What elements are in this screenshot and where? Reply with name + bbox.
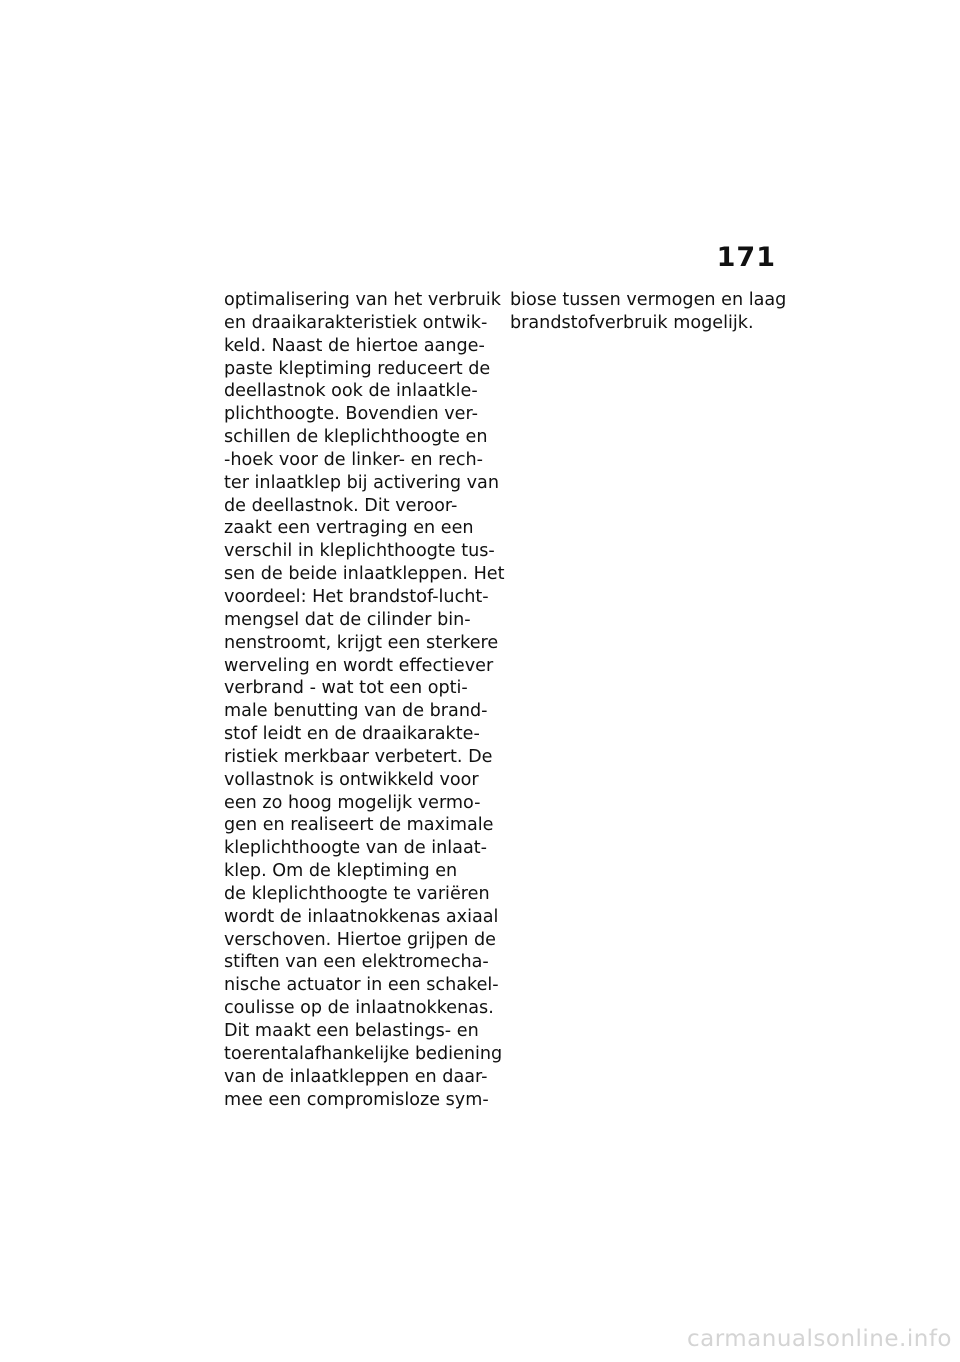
body-text-right-column — [510, 289, 787, 335]
text-line: de kleplichthoogte te variëren — [224, 883, 490, 904]
text-line: -hoek voor de linker- en rech- — [224, 449, 483, 470]
text-line: Dit maakt een belastings- en — [224, 1021, 479, 1041]
text-line: en draaikarakteristiek ontwik- — [224, 312, 488, 333]
text-line: een zo hoog mogelijk vermo- — [224, 792, 481, 813]
body-text-left-column — [224, 289, 505, 1111]
text-line: coulisse op de inlaatnokkenas. — [224, 998, 494, 1019]
text-line: paste kleptiming reduceert de — [224, 358, 491, 379]
text-line: sen de beide inlaatkleppen. Het — [224, 564, 505, 585]
text-line: optimalisering van het verbruik — [224, 290, 501, 310]
text-line: keld. Naast de hiertoe aange- — [224, 335, 485, 356]
text-line: klep. Om de kleptiming en — [224, 861, 458, 882]
text-line: de deellastnok. Dit veroor- — [224, 495, 458, 516]
text-line: vollastnok is ontwikkeld voor — [224, 769, 479, 790]
text-line: mee een compromisloze sym- — [224, 1089, 489, 1110]
watermark: carmanualsonline.info — [686, 1326, 952, 1352]
text-line: nische actuator in een schakel- — [224, 975, 499, 996]
text-line: zaakt een vertraging en een — [224, 518, 474, 539]
text-line: plichthoogte. Bovendien ver- — [224, 404, 478, 425]
text-line: deellastnok ook de inlaatkle- — [224, 381, 478, 402]
text-line: mengsel dat de cilinder bin- — [224, 609, 471, 630]
text-line: stiften van een elektromecha- — [224, 952, 489, 973]
text-line: voordeel: Het brandstof-lucht- — [224, 586, 489, 607]
text-line: verbrand - wat tot een opti- — [224, 678, 468, 699]
text-line: verschoven. Hiertoe grijpen de — [224, 929, 496, 950]
text-line: ter inlaatklep bij activering van — [224, 472, 499, 493]
text-line: male benutting van de brand- — [224, 701, 488, 722]
page-number: 171 — [716, 242, 776, 273]
text-line: biose tussen vermogen en laag — [510, 290, 787, 310]
text-line: van de inlaatkleppen en daar- — [224, 1066, 488, 1087]
text-line: kleplichthoogte van de inlaat- — [224, 838, 487, 859]
text-line: stof leidt en de draaikarakte- — [224, 724, 480, 745]
text-line: werveling en wordt effectiever — [224, 655, 494, 676]
text-line: schillen de kleplichthoogte en — [224, 427, 488, 448]
text-line: brandstofverbruik mogelijk. — [510, 312, 754, 333]
text-line: ristiek merkbaar verbetert. De — [224, 746, 493, 767]
text-line: gen en realiseert de maximale — [224, 815, 494, 836]
text-line: verschil in kleplichthoogte tus- — [224, 541, 495, 562]
text-line: toerentalafhankelijke bediening — [224, 1043, 503, 1064]
text-line: nenstroomt, krijgt een sterkere — [224, 632, 499, 653]
text-line: wordt de inlaatnokkenas axiaal — [224, 906, 499, 927]
